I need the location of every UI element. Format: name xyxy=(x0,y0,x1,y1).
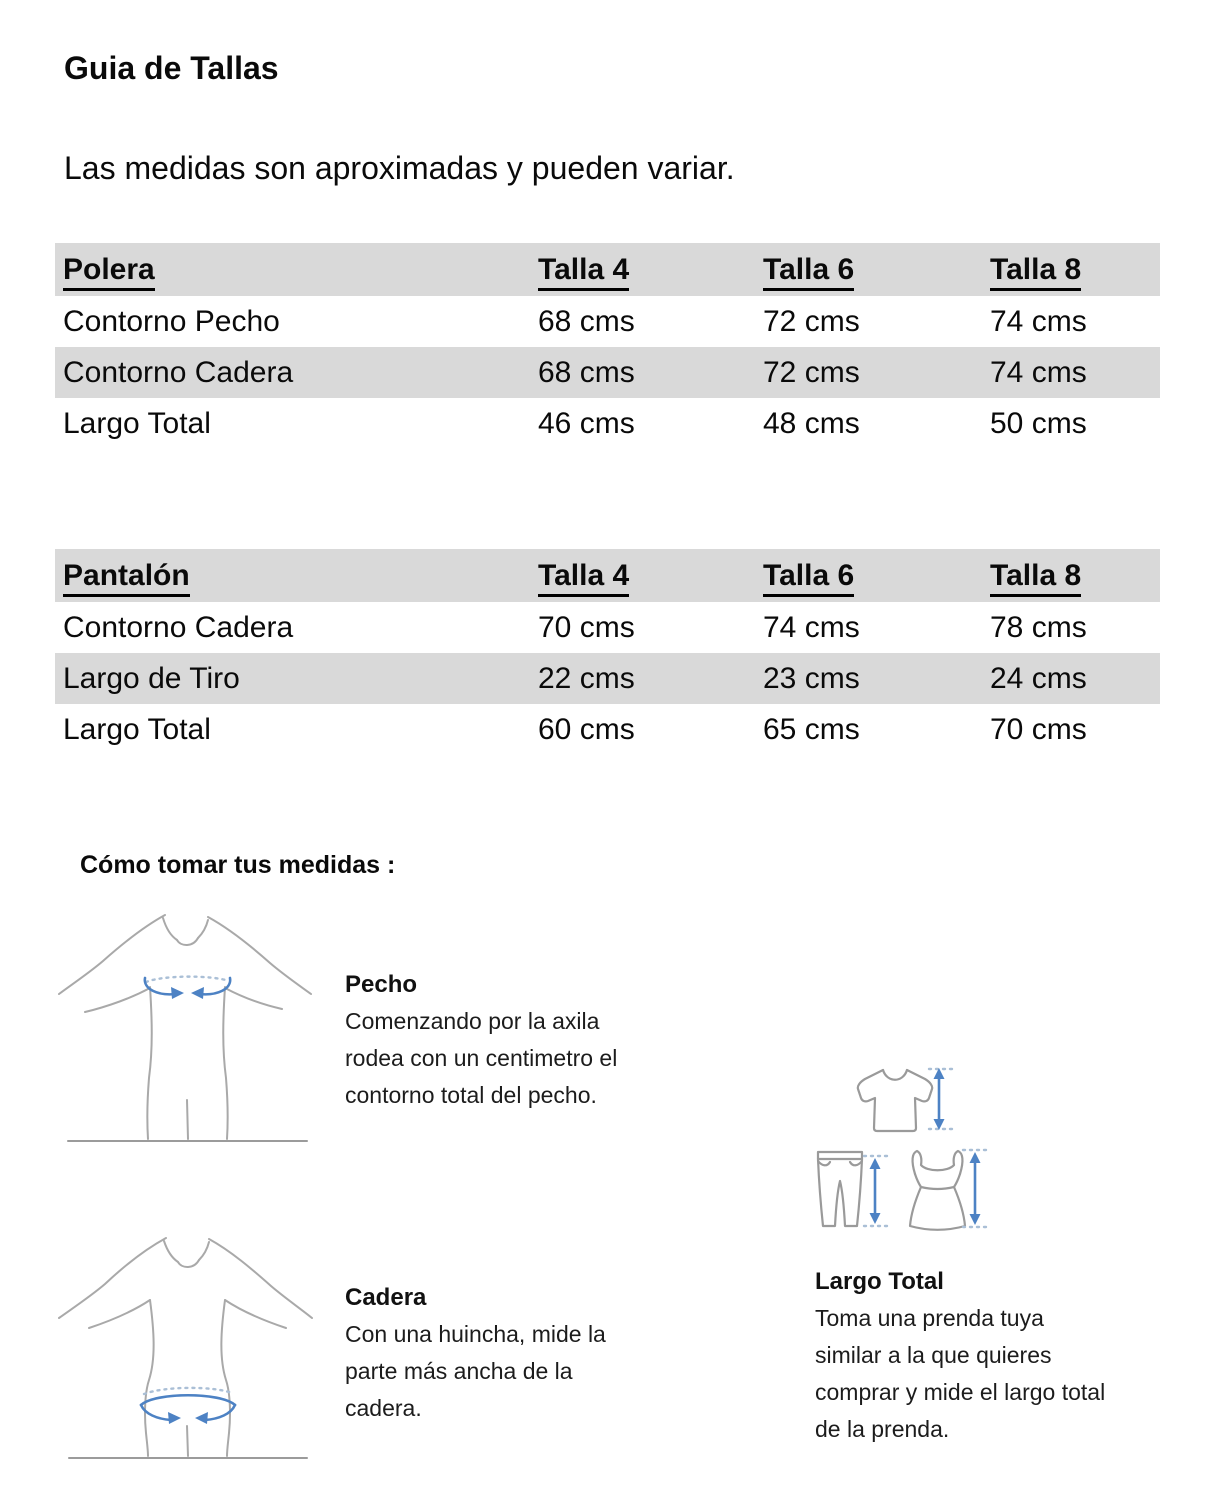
table-header-row xyxy=(55,243,1160,296)
figure-torso-right xyxy=(223,987,227,1139)
figure-neck-right xyxy=(198,920,208,938)
cadera-note-line: cadera. xyxy=(345,1395,422,1421)
figure-torso-left xyxy=(145,1300,154,1456)
cell-value: 70 cms xyxy=(538,610,635,644)
col-header-talla4: Talla 4 xyxy=(538,549,763,602)
row-label: Contorno Cadera xyxy=(63,355,294,389)
body-chest-measure-illustration xyxy=(55,903,315,1145)
cell-value: 48 cms xyxy=(763,406,860,440)
pecho-note xyxy=(345,966,617,1114)
cell-value: 72 cms xyxy=(763,355,860,389)
largo-total-note xyxy=(815,1263,1105,1448)
row-label: Contorno Cadera xyxy=(63,610,294,644)
cadera-note-line: Con una huincha, mide la xyxy=(345,1321,606,1347)
size-table-pantalon xyxy=(55,549,1160,755)
chest-dashed-line xyxy=(146,977,229,982)
table-row xyxy=(55,347,1160,398)
cell-value: 68 cms xyxy=(538,355,635,389)
pecho-note-line: contorno total del pecho. xyxy=(345,1082,597,1108)
largo-total-note-title: Largo Total xyxy=(815,1268,944,1295)
col-header-talla6: Talla 6 xyxy=(763,549,990,602)
tshirt-icon xyxy=(858,1070,932,1131)
figure-arm-left xyxy=(59,915,165,994)
table-row xyxy=(55,653,1160,704)
cell-value: 74 cms xyxy=(990,304,1087,338)
figure-underarm-left xyxy=(85,988,150,1012)
cell-value: 22 cms xyxy=(538,661,635,695)
figure-underarm-left xyxy=(89,1300,150,1328)
pants-icon xyxy=(818,1152,862,1226)
col-header-talla8: Talla 8 xyxy=(990,243,1160,296)
pants-pocket-left xyxy=(818,1161,830,1165)
cell-value: 68 cms xyxy=(538,304,635,338)
arrow-left-icon xyxy=(195,1412,208,1424)
row-label: Largo de Tiro xyxy=(63,661,240,695)
col-header-talla6: Talla 6 xyxy=(763,243,990,296)
row-label: Largo Total xyxy=(63,712,211,746)
dress-skirt xyxy=(910,1187,965,1230)
cell-value: 50 cms xyxy=(990,406,1087,440)
size-table-polera xyxy=(55,243,1160,449)
figure-collar xyxy=(178,1260,199,1267)
howto-heading: Cómo tomar tus medidas : xyxy=(80,851,396,879)
table-row xyxy=(55,398,1160,449)
largo-total-note-line: similar a la que quieres xyxy=(815,1342,1052,1368)
cadera-note xyxy=(345,1279,606,1427)
figure-neck-left xyxy=(164,1241,178,1262)
pecho-note-title: Pecho xyxy=(345,971,418,998)
hip-dashed-line xyxy=(144,1388,232,1394)
arrow-right-icon xyxy=(168,1412,181,1424)
figure-neck-left xyxy=(163,918,177,940)
figure-torso-right xyxy=(221,1300,230,1456)
cell-value: 65 cms xyxy=(763,712,860,746)
row-label: Largo Total xyxy=(63,406,211,440)
disclaimer-text: Las medidas son aproximadas y pueden variar. xyxy=(64,150,735,186)
cell-value: 78 cms xyxy=(990,610,1087,644)
figure-collar xyxy=(177,938,198,945)
figure-underarm-right xyxy=(225,1300,286,1328)
figure-torso-left xyxy=(147,987,151,1139)
row-label: Contorno Pecho xyxy=(63,304,280,338)
cell-value: 60 cms xyxy=(538,712,635,746)
dress-waist xyxy=(921,1187,954,1189)
product-header: Polera xyxy=(55,243,538,296)
cell-value: 24 cms xyxy=(990,661,1087,695)
cell-value: 72 cms xyxy=(763,304,860,338)
garment-length-icons xyxy=(808,1055,1008,1240)
largo-total-note-line: comprar y mide el largo total xyxy=(815,1379,1106,1405)
pants-pocket-right xyxy=(850,1161,862,1165)
cadera-note-line: parte más ancha de la xyxy=(345,1358,573,1384)
figure-legs xyxy=(187,1426,188,1456)
figure-underarm-right xyxy=(225,988,282,1009)
pecho-note-line: rodea con un centimetro el xyxy=(345,1045,618,1071)
body-hip-measure-illustration xyxy=(55,1228,315,1463)
arrow-right-icon xyxy=(171,987,184,999)
pecho-note-line: Comenzando por la axila xyxy=(345,1008,600,1034)
table-row xyxy=(55,704,1160,755)
figure-arm-right xyxy=(208,917,311,994)
figure-neck-right xyxy=(199,1242,209,1260)
table-header-row xyxy=(55,549,1160,602)
largo-total-note-line: Toma una prenda tuya xyxy=(815,1305,1044,1331)
hip-measure-band-top xyxy=(141,1395,235,1405)
product-header: Pantalón xyxy=(55,549,538,602)
largo-total-note-line: de la prenda. xyxy=(815,1416,950,1442)
cell-value: 74 cms xyxy=(990,355,1087,389)
tshirt-neckline xyxy=(883,1070,907,1080)
col-header-talla4: Talla 4 xyxy=(538,243,763,296)
cell-value: 23 cms xyxy=(763,661,860,695)
pants-length-arrow-icon xyxy=(864,1156,888,1226)
table-row xyxy=(55,602,1160,653)
col-header-talla8: Talla 8 xyxy=(990,549,1160,602)
page-title: Guia de Tallas xyxy=(64,50,279,86)
dress-length-arrow-icon xyxy=(963,1150,989,1227)
cell-value: 74 cms xyxy=(763,610,860,644)
table-row xyxy=(55,296,1160,347)
cadera-note-title: Cadera xyxy=(345,1284,427,1311)
arrow-left-icon xyxy=(191,987,204,999)
dress-icon xyxy=(910,1151,965,1230)
figure-legs xyxy=(187,1100,188,1139)
cell-value: 70 cms xyxy=(990,712,1087,746)
cell-value: 46 cms xyxy=(538,406,635,440)
tshirt-length-arrow-icon xyxy=(929,1068,956,1130)
